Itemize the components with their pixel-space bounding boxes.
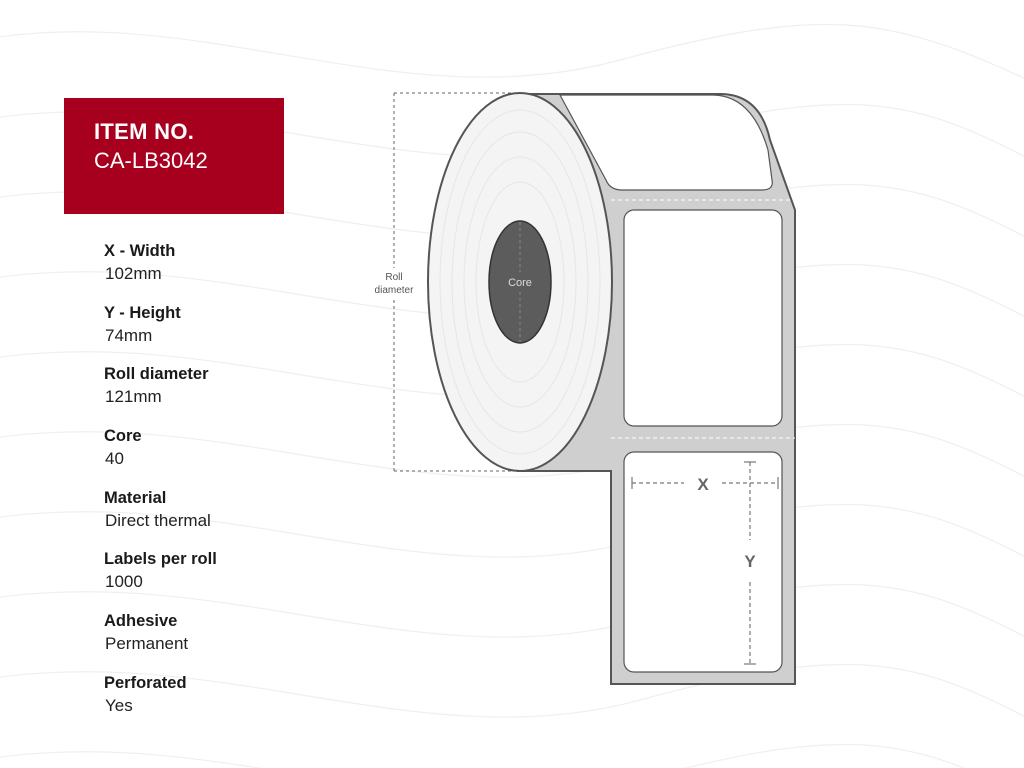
spec-value: 121mm	[105, 387, 162, 407]
item-number-box	[64, 98, 284, 214]
core-label: Core	[508, 277, 532, 289]
spec-label: Adhesive	[104, 612, 178, 631]
spec-label: Y - Height	[104, 303, 181, 322]
y-dimension-label: Y	[744, 552, 756, 571]
spec-value: 1000	[105, 572, 143, 592]
spec-y-height	[104, 302, 324, 364]
spec-label: Labels per roll	[104, 550, 217, 569]
spec-label: Material	[104, 488, 167, 507]
spec-adhesive	[104, 610, 324, 672]
label-middle	[624, 210, 782, 426]
spec-value: 74mm	[105, 325, 153, 345]
item-number-code: CA-LB3042	[94, 148, 208, 173]
roll-diameter-label-line2: diameter	[374, 285, 414, 296]
spec-value: Permanent	[105, 634, 189, 654]
spec-value: 40	[105, 449, 124, 469]
spec-value: 102mm	[105, 264, 162, 283]
spec-x-width	[104, 240, 324, 302]
roll-diameter-label-line1: Roll	[385, 272, 403, 283]
spec-roll-diameter	[104, 363, 324, 425]
spec-label: X - Width	[104, 242, 176, 260]
spec-core	[104, 425, 324, 487]
spec-labels-per-roll	[104, 548, 324, 610]
spec-label: Roll diameter	[104, 365, 209, 384]
spec-label: Core	[104, 427, 142, 446]
spec-perforated	[104, 672, 324, 734]
spec-value: Yes	[105, 695, 133, 715]
item-number-title: ITEM NO.	[94, 119, 195, 144]
spec-material	[104, 487, 324, 549]
spec-label: Perforated	[104, 673, 187, 692]
label-roll-diagram	[360, 80, 820, 700]
spec-value: Direct thermal	[105, 510, 211, 530]
spec-list	[104, 240, 324, 734]
x-dimension-label: X	[697, 475, 709, 494]
